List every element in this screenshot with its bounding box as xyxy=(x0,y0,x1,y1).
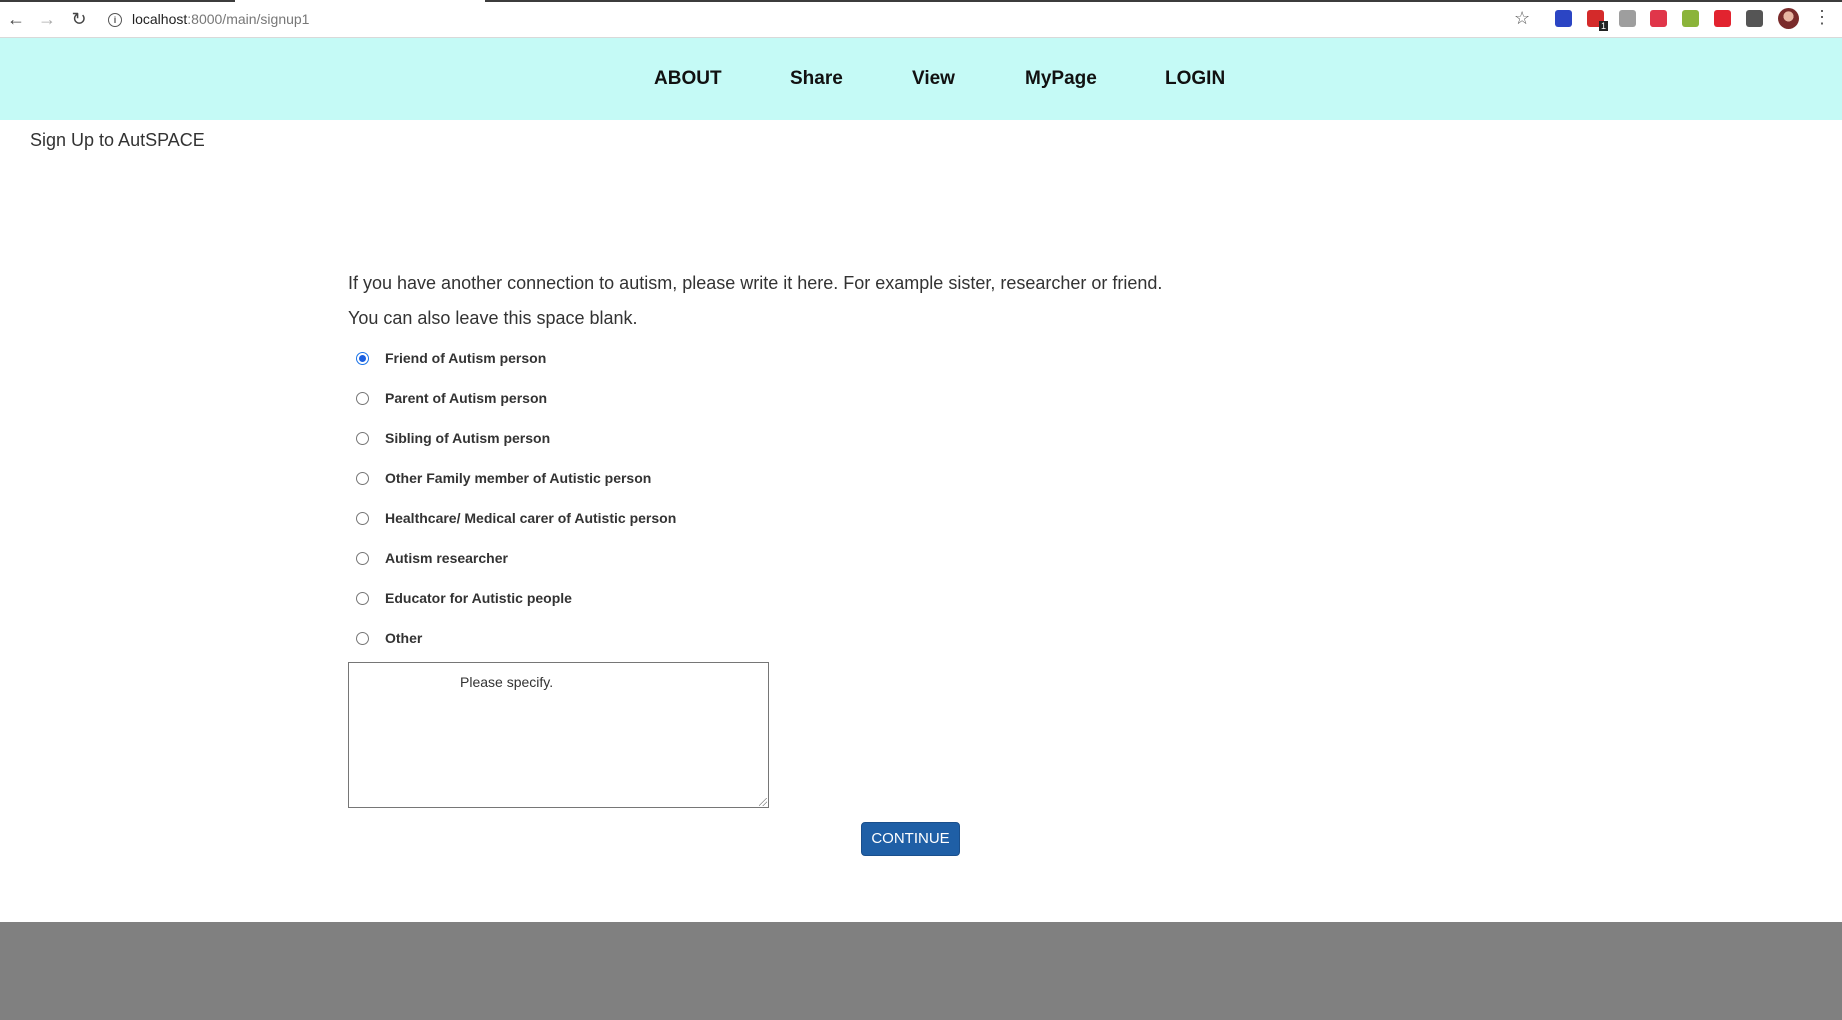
option-label[interactable]: Sibling of Autism person xyxy=(385,430,551,446)
profile-avatar[interactable] xyxy=(1778,8,1799,29)
radio-button[interactable] xyxy=(356,512,369,525)
specify-textarea[interactable] xyxy=(348,662,769,808)
reload-icon[interactable]: ↻ xyxy=(71,9,87,29)
intro-text-line1: If you have another connection to autism, please write it here. For example sister, researcher or friend. xyxy=(348,273,1163,293)
url-path: :8000/main/signup1 xyxy=(187,11,310,27)
puzzle-icon[interactable] xyxy=(1746,10,1763,27)
resize-handle-icon[interactable] xyxy=(759,798,767,806)
page-footer xyxy=(0,922,1842,1020)
nav-view-link[interactable]: View xyxy=(912,68,955,89)
extension-6-icon[interactable] xyxy=(1714,10,1731,27)
option-label[interactable]: Friend of Autism person xyxy=(385,350,547,366)
address-bar[interactable] xyxy=(108,8,309,30)
browser-menu-icon[interactable]: ⋮ xyxy=(1813,7,1831,27)
extension-2-icon[interactable] xyxy=(1587,10,1606,31)
specify-placeholder: Please specify. xyxy=(460,674,554,690)
radio-button[interactable] xyxy=(356,392,369,405)
back-arrow-icon[interactable]: ← xyxy=(7,9,25,29)
radio-button[interactable] xyxy=(356,632,369,645)
option-label[interactable]: Educator for Autistic people xyxy=(385,590,572,606)
radio-button[interactable] xyxy=(356,472,369,485)
radio-button[interactable] xyxy=(356,352,369,365)
page-title: Sign Up to AutSPACE xyxy=(30,130,205,150)
extension-1-icon[interactable] xyxy=(1555,10,1572,27)
extension-3-icon[interactable] xyxy=(1619,10,1636,27)
option-label[interactable]: Other xyxy=(385,630,423,646)
radio-button[interactable] xyxy=(356,592,369,605)
forward-arrow-icon[interactable]: → xyxy=(38,9,56,29)
radio-button[interactable] xyxy=(356,552,369,565)
option-label[interactable]: Autism researcher xyxy=(385,550,508,566)
nav-login-link[interactable]: LOGIN xyxy=(1165,68,1226,89)
intro-text-line2: You can also leave this space blank. xyxy=(348,308,638,328)
browser-toolbar xyxy=(0,0,1842,38)
site-navbar xyxy=(0,38,1842,120)
site-info-icon[interactable]: i xyxy=(108,13,122,27)
option-label[interactable]: Other Family member of Autistic person xyxy=(385,470,652,486)
radio-button[interactable] xyxy=(356,432,369,445)
option-label[interactable]: Parent of Autism person xyxy=(385,390,548,406)
url-host: localhost xyxy=(132,11,188,27)
continue-button[interactable]: CONTINUE xyxy=(861,822,960,856)
option-label[interactable]: Healthcare/ Medical carer of Autistic person xyxy=(385,510,677,526)
tab-strip-edge xyxy=(0,0,1842,2)
extension-4-icon[interactable] xyxy=(1650,10,1667,27)
extension-5-icon[interactable] xyxy=(1682,10,1699,27)
nav-mypage-link[interactable]: MyPage xyxy=(1025,68,1097,89)
nav-share-link[interactable]: Share xyxy=(790,68,843,89)
extension-badge: 1 xyxy=(1600,21,1606,31)
nav-about-link[interactable]: ABOUT xyxy=(654,68,722,89)
bookmark-star-icon[interactable]: ☆ xyxy=(1514,8,1531,28)
